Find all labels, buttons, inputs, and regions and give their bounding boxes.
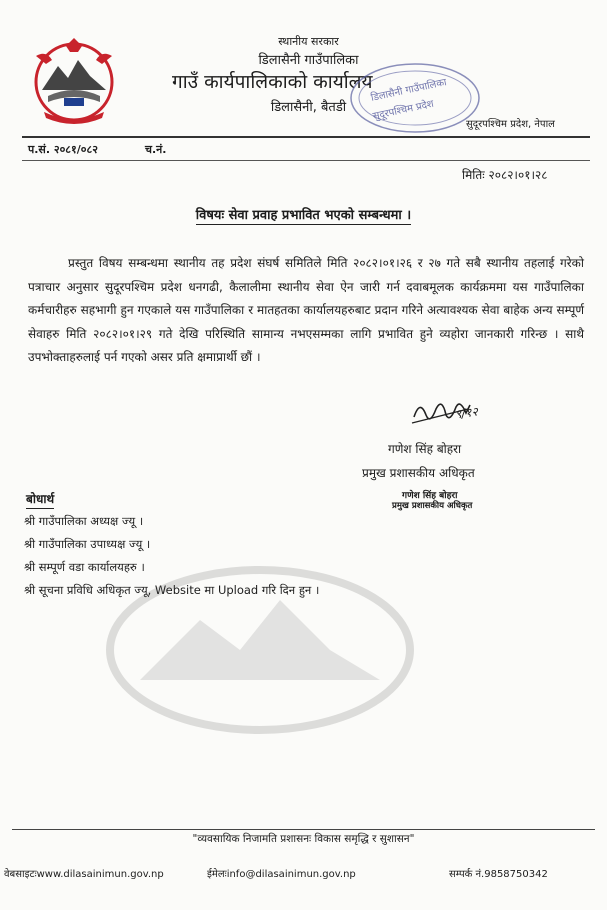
letter-subject	[0, 205, 607, 223]
emblem-watermark	[100, 560, 420, 740]
header-municipality-name: डिलासैनी गाउँपालिका	[258, 53, 359, 68]
subject-text: विषयः सेवा प्रवाह प्रभावित भएको सम्बन्धमा ।	[195, 208, 412, 223]
body-paragraph: प्रस्तुत विषय सम्बन्धमा स्थानीय तह प्रदेश संघर्ष समितिले मिति २०८२।०१।२६ र २७ गते सबै स्थानीय तहलाई गरेको पत्राचार अनुसार सुदूरपश्चिम प्रदेश धनगढी, कैलालीमा स्थानीय सेवा ऐन जारी गर्न दवाबमूलक कार्यक्रममा यस गाउँपालिका कर्मचारीहरु सहभागी हुन गएकाले यस गाउँपालिका र मातहतका कार्यालयहरुबाट प्रदान गरिने अत्यावश्यक सेवा बाहेक अन्य सम्पूर्ण सेवाहरु मिति २०८२।०१।२९ गते देखि परिस्थिति सामान्य नभएसम्मका लागि प्रभावित हुने व्यहोरा जानकारी गरिन्छ । साथै उपभोक्ताहरुलाई पर्न गएको असर प्रति क्षमाप्रार्थी छौं ।	[28, 256, 584, 365]
footer-email[interactable]: ईमेलःinfo@dilasainimun.gov.np	[207, 869, 356, 880]
header-office-name: गाउँ कार्यपालिकाको कार्यालय	[172, 71, 373, 93]
list-item: श्री गाउँपालिका अध्यक्ष ज्यू ।	[24, 514, 144, 528]
stamp-text-province: सुदूरपश्चिम प्रदेश	[371, 98, 435, 123]
letter-date: मितिः २०८२।०१।२८	[462, 168, 548, 182]
header-location: डिलासैनी, बैतडी	[270, 100, 347, 115]
stamp-text-municipality: डिलासैनी गाउँपालिका	[370, 77, 448, 104]
reference-divider	[22, 160, 590, 161]
seal-title: प्रमुख प्रशासकीय अधिकृत	[392, 501, 473, 511]
seal-name: गणेश सिंह बोहरा	[402, 491, 458, 501]
header-divider	[22, 136, 590, 138]
footer-divider	[12, 829, 595, 830]
header-province: सुदूरपश्चिम प्रदेश, नेपाल	[466, 119, 555, 130]
list-item: श्री सम्पूर्ण वडा कार्यालयहरु ।	[24, 560, 145, 574]
signatory-title: प्रमुख प्रशासकीय अधिकृत	[362, 466, 475, 480]
dispatch-number: च.नं.	[145, 143, 167, 156]
footer-motto: "व्यवसायिक निजामति प्रशासनः विकास समृद्धि र सुशासन"	[192, 833, 415, 845]
footer-phone: सम्पर्क नं.9858750342	[449, 869, 548, 880]
header-local-government: स्थानीय सरकार	[278, 35, 339, 48]
signatory-name: गणेश सिंह बोहरा	[388, 442, 462, 456]
footer-website[interactable]: वेबसाइटःwww.dilasainimun.gov.np	[4, 869, 164, 880]
signature-date-note: ९/१२	[454, 404, 479, 422]
list-item: श्री सूचना प्रविधि अधिकृत ज्यू, Website मा Upload गरि दिन हुन ।	[24, 583, 320, 597]
recipients-heading: बोधार्थ	[26, 490, 54, 509]
letter-body	[28, 252, 584, 370]
reference-number: प.सं. २०८१/०८२	[28, 143, 98, 156]
office-stamp	[345, 58, 485, 138]
list-item: श्री गाउँपालिका उपाध्यक्ष ज्यू ।	[24, 537, 151, 551]
